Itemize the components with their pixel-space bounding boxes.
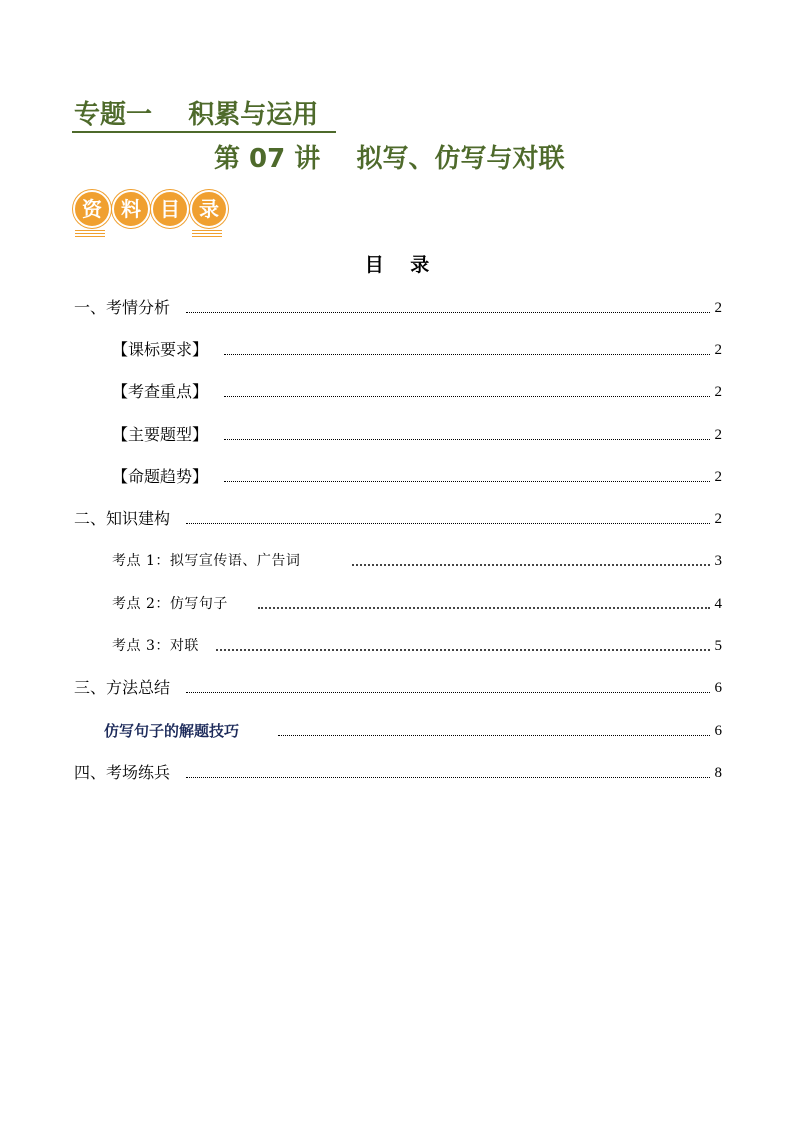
toc-entry[interactable] xyxy=(0,296,794,320)
toc-leader-dots xyxy=(224,439,710,440)
toc-entry-page: 3 xyxy=(714,553,722,569)
badge-char-3: 目 xyxy=(151,190,189,228)
badge-decoration-right xyxy=(192,230,222,237)
toc-entry[interactable] xyxy=(0,761,794,785)
toc-leader-dots xyxy=(186,523,710,524)
toc-entry-label: 【命题趋势】 xyxy=(112,467,209,486)
toc-entry[interactable] xyxy=(0,423,794,447)
toc-entry-page: 2 xyxy=(714,511,722,527)
toc-entry-label: 考点 2：仿写句子 xyxy=(112,596,228,612)
toc-entry-page: 5 xyxy=(714,638,722,654)
toc-entry-page: 2 xyxy=(714,342,722,358)
toc-entry-label: 三、方法总结 xyxy=(74,678,171,697)
toc-leader-dots xyxy=(186,312,710,313)
badge-char-4: 录 xyxy=(190,190,228,228)
lecture-title: 第 07 讲 拟写、仿写与对联 xyxy=(214,144,565,174)
toc-entry-page: 4 xyxy=(714,596,722,612)
toc-entry-label: 一、考情分析 xyxy=(74,298,171,317)
toc-entry-label: 【主要题型】 xyxy=(112,425,209,444)
toc-leader-dots xyxy=(278,735,710,736)
toc-entry-label: 四、考场练兵 xyxy=(74,763,171,782)
toc-leader-dots xyxy=(352,564,710,566)
toc-entry-page: 6 xyxy=(714,723,722,739)
toc-heading: 目 录 xyxy=(364,254,430,276)
toc-entry-label: 二、知识建构 xyxy=(74,509,171,528)
toc-entry-label: 考点 3：对联 xyxy=(112,638,199,654)
toc-leader-dots xyxy=(224,396,710,397)
toc-entry[interactable] xyxy=(0,380,794,404)
toc-entry-page: 2 xyxy=(714,384,722,400)
toc-entry-page: 2 xyxy=(714,427,722,443)
toc-entry-label: 仿写句子的解题技巧 xyxy=(104,722,240,740)
toc-entry-page: 8 xyxy=(714,765,722,781)
toc-entry[interactable] xyxy=(0,592,794,616)
toc-entry-page: 2 xyxy=(714,300,722,316)
toc-entry[interactable] xyxy=(0,507,794,531)
toc-leader-dots xyxy=(186,692,710,693)
toc-leader-dots xyxy=(224,354,710,355)
toc-entry-label: 【考查重点】 xyxy=(112,382,209,401)
toc-entry[interactable] xyxy=(0,549,794,573)
toc-entry-label: 考点 1：拟写宣传语、广告词 xyxy=(112,553,301,569)
toc-entry[interactable] xyxy=(0,676,794,700)
toc-entry[interactable] xyxy=(0,338,794,362)
toc-entry-page: 6 xyxy=(714,680,722,696)
toc-entry[interactable] xyxy=(0,465,794,489)
toc-entry-page: 2 xyxy=(714,469,722,485)
toc-leader-dots xyxy=(216,649,710,651)
toc-leader-dots xyxy=(224,481,710,482)
badge-char-2: 料 xyxy=(112,190,150,228)
topic-underline xyxy=(72,131,336,133)
toc-leader-dots xyxy=(186,777,710,778)
toc-entry-label: 【课标要求】 xyxy=(112,340,209,359)
toc-leader-dots xyxy=(258,607,710,609)
toc-entry[interactable] xyxy=(0,634,794,658)
badge-char-1: 资 xyxy=(73,190,111,228)
toc-entry[interactable] xyxy=(0,719,794,743)
badge-decoration-left xyxy=(75,230,105,237)
materials-toc-badge xyxy=(73,190,233,238)
topic-title: 专题一 积累与运用 xyxy=(74,100,319,130)
